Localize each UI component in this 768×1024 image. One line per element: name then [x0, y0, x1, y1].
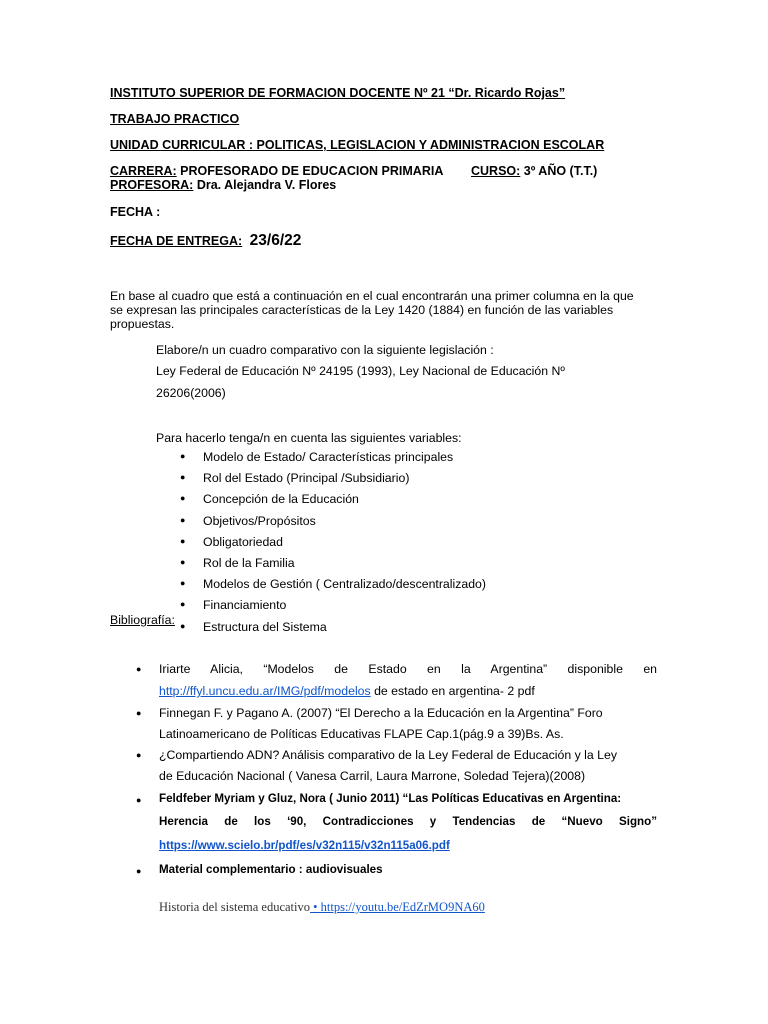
institute-title: INSTITUTO SUPERIOR DE FORMACION DOCENTE Nº 21 “Dr. Ricardo Rojas”: [110, 86, 566, 100]
instruction-text: Elabore/n un cuadro comparativo con la siguiente legislación :: [156, 343, 494, 357]
bib-item-5: Material complementario : audiovisuales: [159, 863, 383, 876]
bib-item-1-rest: de estado en argentina- 2 pdf: [370, 684, 535, 698]
bibliography-title: Bibliografía:: [110, 613, 175, 627]
video-line: [159, 900, 657, 915]
career-label: CARRERA:: [110, 164, 177, 178]
list-item: ● Rol del Estado (Principal /Subsidiario): [180, 471, 486, 492]
bib-item-1-link[interactable]: http://ffyl.uncu.edu.ar/IMG/pdf/modelos: [159, 684, 371, 698]
intro-paragraph: En base al cuadro que está a continuación en el cual encontrarán una primer columna en la que se expresan las principales características de la Ley 1420 (1884) en función de las variables propuestas.: [110, 289, 634, 331]
list-item: ● Concepción de la Educación: [180, 492, 486, 513]
course-line: [471, 164, 597, 178]
list-item: ● Modelo de Estado/ Características principales: [180, 450, 486, 471]
bib-item-4-line-1: Feldfeber Myriam y Gluz, Nora ( Junio 2011) “Las Políticas Educativas en Argentina:: [159, 792, 622, 805]
date-label: FECHA :: [110, 205, 161, 219]
due-date-line: [110, 232, 301, 250]
teacher-line: [110, 178, 336, 192]
laws-line-1: Ley Federal de Educación Nº 24195 (1993), Ley Nacional de Educación Nº: [156, 364, 565, 378]
bullet-icon: ●: [136, 795, 142, 805]
teacher-label: PROFESORA:: [110, 178, 194, 192]
doc-type: TRABAJO PRACTICO: [110, 112, 240, 126]
teacher-value: Dra. Alejandra V. Flores: [193, 178, 337, 192]
career-line: [110, 164, 443, 178]
laws-line-2: 26206(2006): [156, 386, 226, 400]
list-item: ● Rol de la Familia: [180, 556, 486, 577]
bullet-icon: ●: [136, 664, 142, 674]
video-link[interactable]: • https://youtu.be/EdZrMO9NA60: [310, 900, 485, 914]
list-item: ● Objetivos/Propósitos: [180, 514, 486, 535]
bib-item-2-line-1: Finnegan F. y Pagano A. (2007) “El Derecho a la Educación en la Argentina” Foro: [159, 706, 603, 720]
variables-list: [180, 450, 486, 641]
bib-item-1-line-1: Iriarte Alicia, “Modelos de Estado en la Argentina” disponible en: [159, 662, 657, 676]
bib-item-1-line-2: [159, 684, 657, 698]
bib-item-4-line-2: Herencia de los ‘90, Contradicciones y Tendencias de “Nuevo Signo”: [159, 815, 657, 828]
curricular-unit: UNIDAD CURRICULAR : POLITICAS, LEGISLACION Y ADMINISTRACION ESCOLAR: [110, 138, 605, 152]
bullet-icon: ●: [136, 750, 142, 760]
due-date-value: 23/6/22: [249, 232, 302, 249]
bib-item-3-line-1: ¿Compartiendo ADN? Análisis comparativo de la Ley Federal de Educación y la Ley: [159, 748, 617, 762]
due-date-label: FECHA DE ENTREGA:: [110, 234, 243, 248]
bib-item-4-link[interactable]: https://www.scielo.br/pdf/es/v32n115/v32n115a06.pdf: [159, 839, 450, 852]
bullet-icon: ●: [136, 708, 142, 718]
bib-item-2-line-2: Latinoamericano de Políticas Educativas FLAPE Cap.1(pág.9 a 39)Bs. As.: [159, 727, 564, 741]
list-item: ● Estructura del Sistema: [180, 620, 486, 641]
career-value: PROFESORADO DE EDUCACION PRIMARIA: [176, 164, 444, 178]
bib-item-3-line-2: de Educación Nacional ( Vanesa Carril, Laura Marrone, Soledad Tejera)(2008): [159, 769, 586, 783]
variables-intro: Para hacerlo tenga/n en cuenta las siguientes variables:: [156, 431, 462, 445]
video-label: Historia del sistema educativo: [159, 900, 311, 914]
course-value: 3º AÑO (T.T.): [520, 164, 598, 178]
bullet-icon: ●: [136, 866, 142, 876]
list-item: ● Financiamiento: [180, 598, 486, 619]
bib-item-4-line-3: [159, 839, 657, 852]
course-label: CURSO:: [471, 164, 521, 178]
list-item: ● Modelos de Gestión ( Centralizado/descentralizado): [180, 577, 486, 598]
list-item: ● Obligatoriedad: [180, 535, 486, 556]
